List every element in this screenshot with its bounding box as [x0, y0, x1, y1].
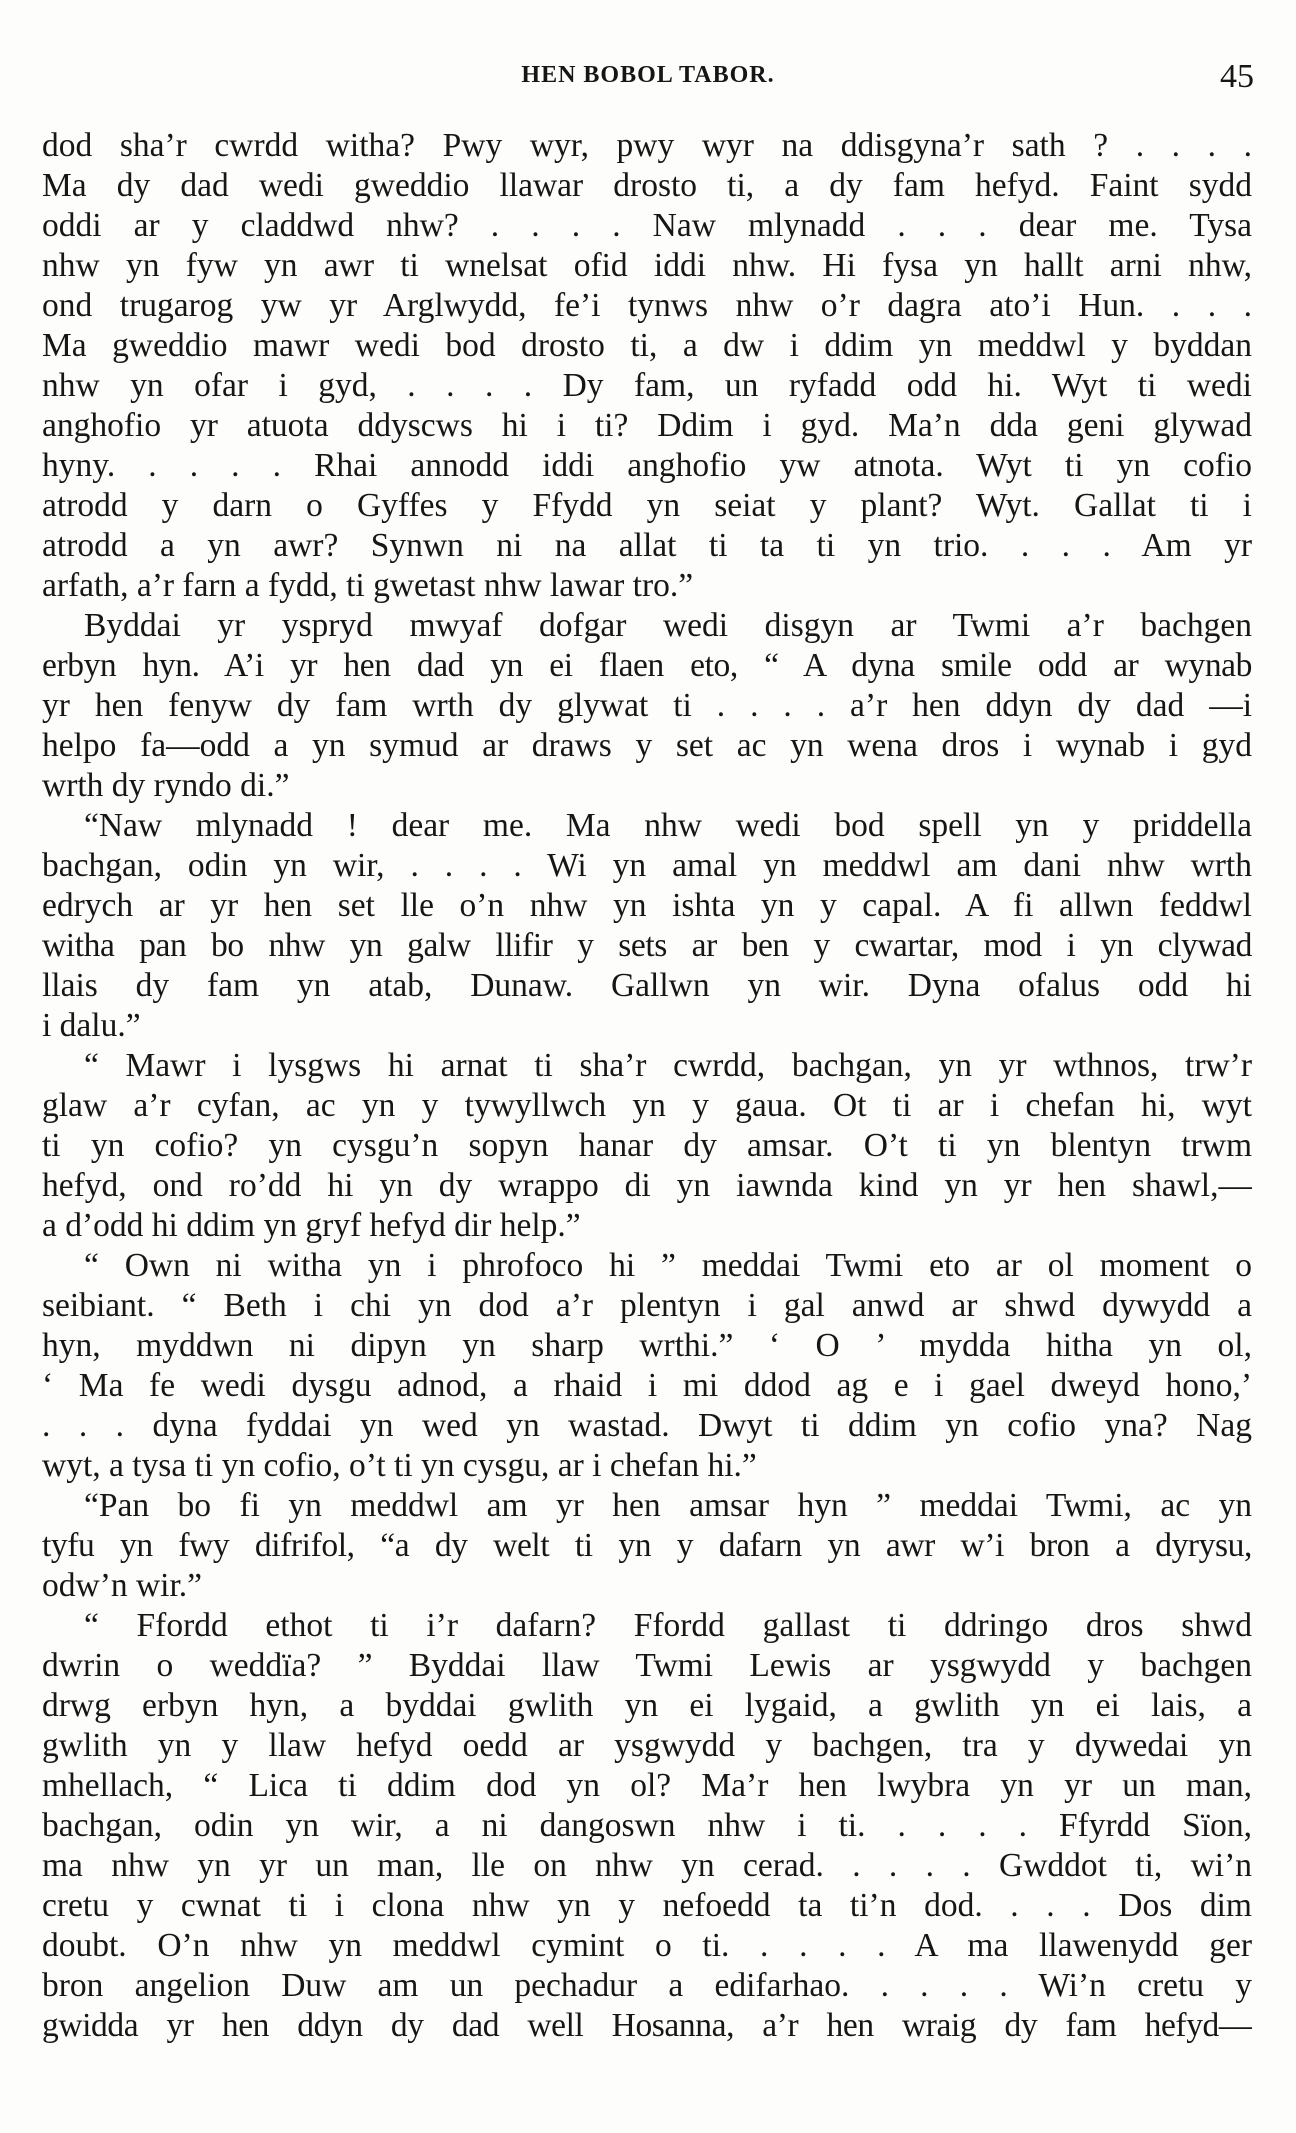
text-line: Ma gweddio mawr wedi bod drosto ti, a dw i ddim yn meddwl y byddan — [42, 327, 1252, 364]
text-line: “Pan bo fi yn meddwl am yr hen amsar hyn ” meddai Twmi, ac yn — [84, 1487, 1252, 1524]
text-line: ond trugarog yw yr Arglwydd, fe’i tynws nhw o’r dagra ato’i Hun. . . . — [42, 287, 1252, 324]
text-line: ma nhw yn yr un man, lle on nhw yn cerad. . . . . Gwddot ti, wi’n — [42, 1847, 1252, 1884]
text-line: bachgan, odin yn wir, . . . . Wi yn amal yn meddwl am dani nhw wrth — [42, 847, 1252, 884]
text-line: bachgan, odin yn wir, a ni dangoswn nhw i ti. . . . . Ffyrdd Sïon, — [42, 1807, 1252, 1844]
text-line: odw’n wir.” — [42, 1567, 203, 1604]
text-line: seibiant. “ Beth i chi yn dod a’r plentyn i gal anwd ar shwd dywydd a — [42, 1287, 1252, 1324]
text-line: wrth dy ryndo di.” — [42, 767, 290, 804]
text-line: . . . dyna fyddai yn wed yn wastad. Dwyt ti ddim yn cofio yna? Nag — [42, 1407, 1252, 1444]
text-line: dod sha’r cwrdd witha? Pwy wyr, pwy wyr na ddisgyna’r sath ? . . . . — [42, 127, 1252, 164]
text-line: oddi ar y claddwd nhw? . . . . Naw mlynadd . . . dear me. Tysa — [42, 207, 1252, 244]
text-line: Byddai yr yspryd mwyaf dofgar wedi disgyn ar Twmi a’r bachgen — [84, 607, 1252, 644]
text-line: a d’odd hi ddim yn gryf hefyd dir help.” — [42, 1207, 581, 1244]
body-text — [42, 126, 1252, 2046]
text-line: helpo fa—odd a yn symud ar draws y set ac yn wena dros i wynab i gyd — [42, 727, 1252, 764]
text-line: glaw a’r cyfan, ac yn y tywyllwch yn y gaua. Ot ti ar i chefan hi, wyt — [42, 1087, 1252, 1124]
text-line: nhw yn fyw yn awr ti wnelsat ofid iddi nhw. Hi fysa yn hallt arni nhw, — [42, 247, 1252, 284]
text-line: gwidda yr hen ddyn dy dad well Hosanna, a’r hen wraig dy fam hefyd— — [42, 2007, 1252, 2044]
text-line: anghofio yr atuota ddyscws hi i ti? Ddim i gyd. Ma’n dda geni glywad — [42, 407, 1252, 444]
text-line: atrodd y darn o Gyffes y Ffydd yn seiat y plant? Wyt. Gallat ti i — [42, 487, 1252, 524]
running-head — [0, 58, 1296, 98]
text-line: nhw yn ofar i gyd, . . . . Dy fam, un ryfadd odd hi. Wyt ti wedi — [42, 367, 1252, 404]
text-line: erbyn hyn. A’i yr hen dad yn ei flaen eto, “ A dyna smile odd ar wynab — [42, 647, 1252, 684]
text-line: llais dy fam yn atab, Dunaw. Gallwn yn wir. Dyna ofalus odd hi — [42, 967, 1252, 1004]
text-line: mhellach, “ Lica ti ddim dod yn ol? Ma’r hen lwybra yn yr un man, — [42, 1767, 1252, 1804]
text-line: hyny. . . . . Rhai annodd iddi anghofio yw atnota. Wyt ti yn cofio — [42, 447, 1252, 484]
text-line: wyt, a tysa ti yn cofio, o’t ti yn cysgu, ar i chefan hi.” — [42, 1447, 757, 1484]
text-line: “Naw mlynadd ! dear me. Ma nhw wedi bod spell yn y priddella — [84, 807, 1252, 844]
text-line: hefyd, ond ro’dd hi yn dy wrappo di yn iawnda kind yn yr hen shawl,— — [42, 1167, 1252, 1204]
text-line: witha pan bo nhw yn galw llifir y sets ar ben y cwartar, mod i yn clywad — [42, 927, 1252, 964]
text-line: ‘ Ma fe wedi dysgu adnod, a rhaid i mi ddod ag e i gael dweyd hono,’ — [42, 1367, 1252, 1404]
text-line: edrych ar yr hen set lle o’n nhw yn ishta yn y capal. A fi allwn feddwl — [42, 887, 1252, 924]
text-line: arfath, a’r farn a fydd, ti gwetast nhw lawar tro.” — [42, 567, 694, 604]
text-line: “ Own ni witha yn i phrofoco hi ” meddai Twmi eto ar ol moment o — [84, 1247, 1252, 1284]
text-line: i dalu.” — [42, 1007, 141, 1044]
text-line: tyfu yn fwy difrifol, “a dy welt ti yn y dafarn yn awr w’i bron a dyrysu, — [42, 1527, 1252, 1564]
text-line: “ Mawr i lysgws hi arnat ti sha’r cwrdd, bachgan, yn yr wthnos, trw’r — [84, 1047, 1252, 1084]
text-line: doubt. O’n nhw yn meddwl cymint o ti. . . . . A ma llawenydd ger — [42, 1927, 1252, 1964]
text-line: hyn, myddwn ni dipyn yn sharp wrthi.” ‘ O ’ mydda hitha yn ol, — [42, 1327, 1252, 1364]
running-title: HEN BOBOL TABOR. — [521, 62, 775, 88]
text-line: Ma dy dad wedi gweddio llawar drosto ti, a dy fam hefyd. Faint sydd — [42, 167, 1252, 204]
text-line: yr hen fenyw dy fam wrth dy glywat ti . . . . a’r hen ddyn dy dad —i — [42, 687, 1252, 724]
text-line: dwrin o weddïa? ” Byddai llaw Twmi Lewis ar ysgwydd y bachgen — [42, 1647, 1252, 1684]
text-line: “ Ffordd ethot ti i’r dafarn? Ffordd gallast ti ddringo dros shwd — [84, 1607, 1252, 1644]
page-number: 45 — [1220, 58, 1254, 95]
text-line: cretu y cwnat ti i clona nhw yn y nefoedd ta ti’n dod. . . . Dos dim — [42, 1887, 1252, 1924]
text-line: bron angelion Duw am un pechadur a edifarhao. . . . . Wi’n cretu y — [42, 1967, 1252, 2004]
text-line: ti yn cofio? yn cysgu’n sopyn hanar dy amsar. O’t ti yn blentyn trwm — [42, 1127, 1252, 1164]
text-line: drwg erbyn hyn, a byddai gwlith yn ei lygaid, a gwlith yn ei lais, a — [42, 1687, 1252, 1724]
text-line: atrodd a yn awr? Synwn ni na allat ti ta ti yn trio. . . . Am yr — [42, 527, 1252, 564]
text-line: gwlith yn y llaw hefyd oedd ar ysgwydd y bachgen, tra y dywedai yn — [42, 1727, 1252, 1764]
